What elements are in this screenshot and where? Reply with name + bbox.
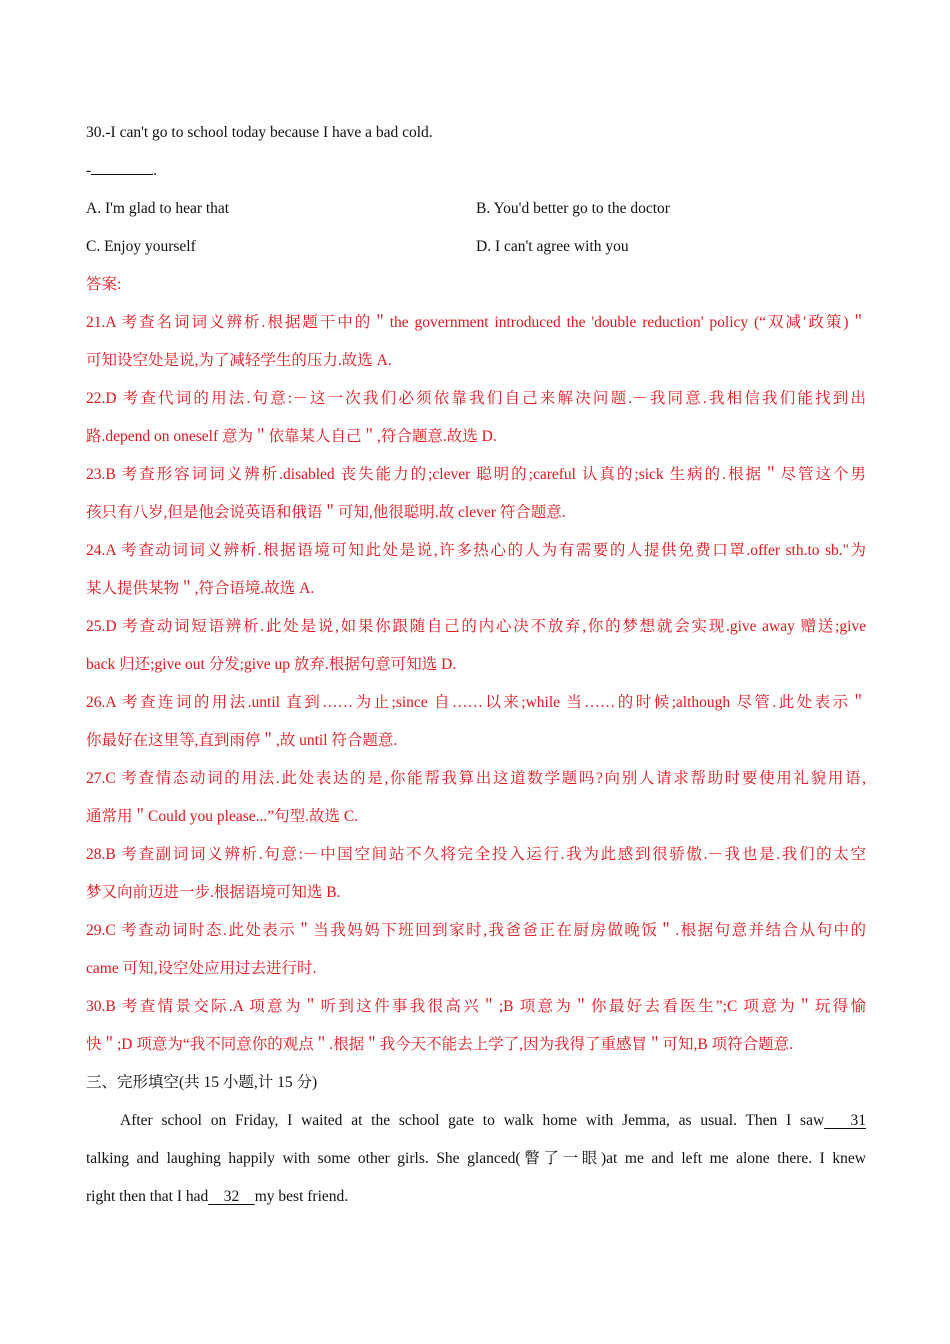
answer-line: 快＂;D 项意为“我不同意你的观点＂.根据＂我今天不能去上学了,因为我得了重感冒＂可知,B 项符合题意. <box>86 1036 793 1053</box>
answers-heading: 答案: <box>86 276 122 293</box>
passage-line-3 <box>86 1178 866 1216</box>
answer-line: 21.A 考查名词词义辨析.根据题干中的＂the government introduced the 'double reduction' policy (“双减′政策)＂ <box>86 314 866 331</box>
reply-suffix: . <box>153 162 158 179</box>
answer-line: 梦又向前迈进一步.根据语境可知选 B. <box>86 884 341 901</box>
option-c: C. Enjoy yourself <box>86 238 196 255</box>
options-row-2 <box>86 228 866 266</box>
answer-line: back 归还;give out 分发;give up 放弃.根据句意可知选 D. <box>86 656 457 673</box>
answer-line: 24.A 考查动词词义辨析.根据语境可知此处是说,许多热心的人为有需要的人提供免费口罩.offer sth.to sb."为 <box>86 542 866 559</box>
document-page <box>86 114 866 1216</box>
answer-line: 29.C 考查动词时态.此处表示＂当我妈妈下班回到家时,我爸爸正在厨房做晚饭＂.根据句意并结合从句中的 <box>86 922 866 939</box>
answer-line: 某人提供某物＂,符合语境.故选 A. <box>86 580 315 597</box>
answer-line: came 可知,设空处应用过去进行时. <box>86 960 317 977</box>
passage-text: After school on Friday, I waited at the school gate to walk home with Jemma, as usual. Then I saw <box>120 1112 825 1129</box>
answer-blank <box>91 158 153 175</box>
passage-text: my best friend. <box>254 1188 349 1205</box>
answer-line: 30.B 考查情景交际.A 项意为＂听到这件事我很高兴＂;B 项意为＂你最好去看医生”;C 项意为＂玩得愉 <box>86 998 866 1015</box>
passage-line-1 <box>86 1102 866 1140</box>
answer-line: 25.D 考查动词短语辨析.此处是说,如果你跟随自己的内心决不放弃,你的梦想就会实现.give away 赠送;give <box>86 618 866 635</box>
section-3-heading: 三、完形填空(共 15 小题,计 15 分) <box>86 1074 318 1091</box>
question-30-stem: 30.-I can't go to school today because I have a bad cold. <box>86 124 433 141</box>
answer-line: 28.B 考查副词词义辨析.句意:－中国空间站不久将完全投入运行.我为此感到很骄傲.－我也是.我们的太空 <box>86 846 866 863</box>
answer-line: 你最好在这里等,直到雨停＂,故 until 符合题意. <box>86 732 398 749</box>
blank-32: 32 <box>223 1188 240 1205</box>
reply-prefix: - <box>86 162 92 179</box>
answer-line: 通常用＂Could you please...”句型.故选 C. <box>86 808 359 825</box>
answer-line: 26.A 考查连词的用法.until 直到……为止;since 自……以来;while 当……的时候;although 尽管.此处表示＂ <box>86 694 866 711</box>
passage-line-2: talking and laughing happily with some other girls. She glanced(瞥了一眼)at me and left me alone there. I knew <box>86 1150 866 1167</box>
question-30-reply <box>86 152 866 190</box>
answer-line: 路.depend on oneself 意为＂依靠某人自己＂,符合题意.故选 D. <box>86 428 497 445</box>
options-row-1 <box>86 190 866 228</box>
option-d: D. I can't agree with you <box>476 238 629 255</box>
passage-text: right then that I had <box>86 1188 209 1205</box>
option-b: B. You'd better go to the doctor <box>476 200 670 217</box>
option-a: A. I'm glad to hear that <box>86 200 230 217</box>
answer-line: 22.D 考查代词的用法.句意:－这一次我们必须依靠我们自己来解决问题.－我同意.我相信我们能找到出 <box>86 390 866 407</box>
answer-line: 孩只有八岁,但是他会说英语和俄语＂可知,他很聪明.故 clever 符合题意. <box>86 504 566 521</box>
answer-line: 23.B 考查形容词词义辨析.disabled 丧失能力的;clever 聪明的;careful 认真的;sick 生病的.根据＂尽管这个男 <box>86 466 866 483</box>
blank-31: 31 <box>850 1112 866 1129</box>
answer-line: 可知设空处是说,为了减轻学生的压力.故选 A. <box>86 352 392 369</box>
answer-line: 27.C 考查情态动词的用法.此处表达的是,你能帮我算出这道数学题吗?向别人请求帮助时要使用礼貌用语, <box>86 770 866 787</box>
